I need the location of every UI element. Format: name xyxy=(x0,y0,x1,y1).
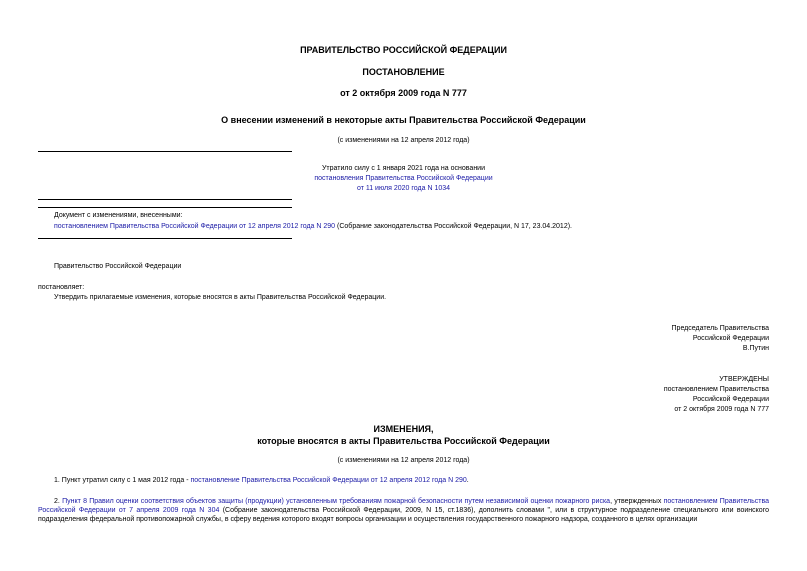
divider xyxy=(38,238,292,239)
document-type: ПОСТАНОВЛЕНИЕ xyxy=(362,67,445,77)
divider xyxy=(38,207,292,208)
amendment-source: (Собрание законодательства Российской Федерации, N 17, 23.04.2012). xyxy=(337,223,572,230)
change-item-2-text-rest: (Собрание законодательства Российской Федерации, 2009, N 15, ст.1836), дополнить словами ", или в структурное подразделение специального или воинского подразделения федеральной противопожарной службы, в сферу ведения которого входят вопросы организации и осуществления государственного пожарного надзора, созданного в целях организации xyxy=(38,507,769,523)
document-title: О внесении изменений в некоторые акты Правительства Российской Федерации xyxy=(221,115,586,125)
signature-name: В.Путин xyxy=(742,345,769,352)
change-item-2 xyxy=(38,497,769,524)
decides-label: постановляет: xyxy=(38,284,85,291)
change-item-1 xyxy=(54,476,469,485)
change-item-2-number: 2. xyxy=(54,498,60,505)
invalid-notice-link-date[interactable]: от 11 июля 2020 года N 1034 xyxy=(356,185,451,192)
change-item-1-end: . xyxy=(466,477,469,484)
issuing-body: Правительство Российской Федерации xyxy=(54,263,182,270)
amendment-link[interactable]: постановлением Правительства Российской Федерации от 12 апреля 2012 года N 290 xyxy=(54,223,336,230)
divider xyxy=(38,151,292,152)
changes-subtitle: которые вносятся в акты Правительства Российской Федерации xyxy=(257,436,550,446)
amendments-line xyxy=(54,222,572,231)
change-item-2-link-rules[interactable]: Пункт 8 Правил оценки соответствия объектов защиты (продукции) установленным требованиям пожарной безопасности путем независимой оценки пожарного риска xyxy=(62,498,611,505)
change-item-1-text: 1. Пункт утратил силу с 1 мая 2012 года - xyxy=(54,477,189,484)
government-heading: ПРАВИТЕЛЬСТВО РОССИЙСКОЙ ФЕДЕРАЦИИ xyxy=(300,45,507,55)
approved-heading: УТВЕРЖДЕНЫ xyxy=(719,376,769,383)
changes-title: ИЗМЕНЕНИЯ, xyxy=(373,424,434,434)
divider xyxy=(38,199,292,200)
changes-amended-note: (с изменениями на 12 апреля 2012 года) xyxy=(337,457,470,464)
signature-country: Российской Федерации xyxy=(692,335,769,342)
signature-position: Председатель Правительства xyxy=(671,325,769,332)
amendments-label: Документ с изменениями, внесенными: xyxy=(54,212,183,219)
change-item-1-link[interactable]: постановление Правительства Российской Федерации от 12 апреля 2012 года N 290 xyxy=(190,477,467,484)
approved-by: постановлением Правительства xyxy=(663,386,769,393)
amended-note: (с изменениями на 12 апреля 2012 года) xyxy=(337,137,470,144)
invalid-notice-text: Утратило силу с 1 января 2021 года на основании xyxy=(321,165,486,172)
document-date-number: от 2 октября 2009 года N 777 xyxy=(340,88,467,98)
invalid-notice-link[interactable]: постановления Правительства Российской Федерации xyxy=(314,175,493,182)
change-item-2-text: , утвержденных xyxy=(610,498,662,505)
approve-paragraph: Утвердить прилагаемые изменения, которые вносятся в акты Правительства Российской Федерации. xyxy=(54,294,387,301)
approved-country: Российской Федерации xyxy=(692,396,769,403)
change-item-2-link-decree[interactable]: постановлением Правительства Российской Федерации от 7 апреля 2009 года N 304 xyxy=(38,498,769,514)
approved-date: от 2 октября 2009 года N 777 xyxy=(674,406,769,413)
